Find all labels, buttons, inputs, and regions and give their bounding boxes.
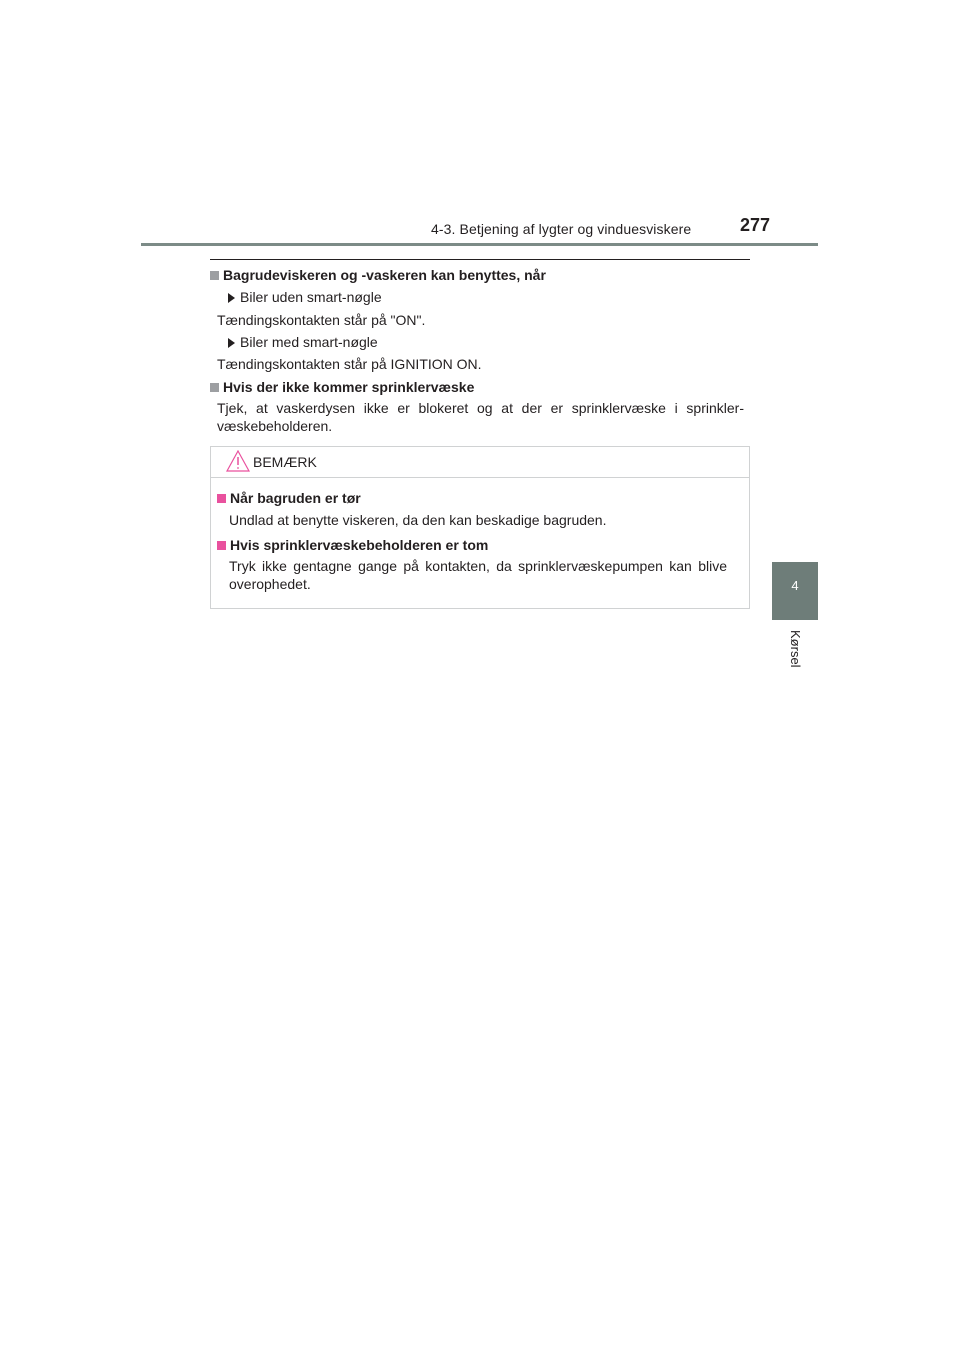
section-heading-text: Hvis der ikke kommer sprinklervæske [223,379,475,395]
notice-title: BEMÆRK [253,454,317,470]
chapter-number: 4 [791,578,799,593]
section-heading-no-washer-fluid [210,378,750,396]
notice-header [211,447,749,478]
warning-triangle-icon [226,450,250,472]
square-bullet-icon [210,383,219,392]
square-bullet-icon [210,271,219,280]
list-item-text: Biler uden smart-nøgle [240,289,382,305]
notice-box [210,446,750,609]
section-heading-rear-wiper [210,266,750,284]
square-bullet-icon [217,494,226,503]
list-item-with-smart-key [210,333,750,351]
list-item-text: Biler med smart-nøgle [240,334,378,350]
paragraph-check-nozzle: Tjek, at vaskerdysen ikke er blokeret og at der er sprinklervæske i sprinkler-væskebeholderen. [217,400,744,434]
section-heading-text: Bagrudeviskeren og -vaskeren kan benyttes, når [223,267,546,283]
notice-heading-text: Hvis sprinklervæskebeholderen er tom [230,537,489,553]
notice-text-reservoir-empty: Tryk ikke gentagne gange på kontakten, da sprinklervæskepumpen kan blive overophedet. [229,558,727,592]
list-item-without-smart-key [210,288,750,306]
triangle-right-icon [228,338,235,348]
notice-text-rear-window-dry: Undlad at benytte viskeren, da den kan beskadige bagruden. [229,512,607,528]
triangle-right-icon [228,293,235,303]
header-divider [141,243,818,246]
chapter-tab[interactable] [772,562,818,620]
content-divider [210,259,750,260]
paragraph-ignition-on: Tændingskontakten står på "ON". [217,312,426,328]
notice-heading-text: Når bagruden er tør [230,490,361,506]
section-title: 4-3. Betjening af lygter og vinduesviskere [431,221,692,237]
notice-heading-reservoir-empty [217,536,739,554]
chapter-label: Kørsel [788,630,803,668]
notice-heading-rear-window-dry [217,489,739,507]
square-bullet-icon [217,541,226,550]
paragraph-ignition-on-mode: Tændingskontakten står på IGNITION ON. [217,356,482,372]
page-number: 277 [740,215,771,235]
